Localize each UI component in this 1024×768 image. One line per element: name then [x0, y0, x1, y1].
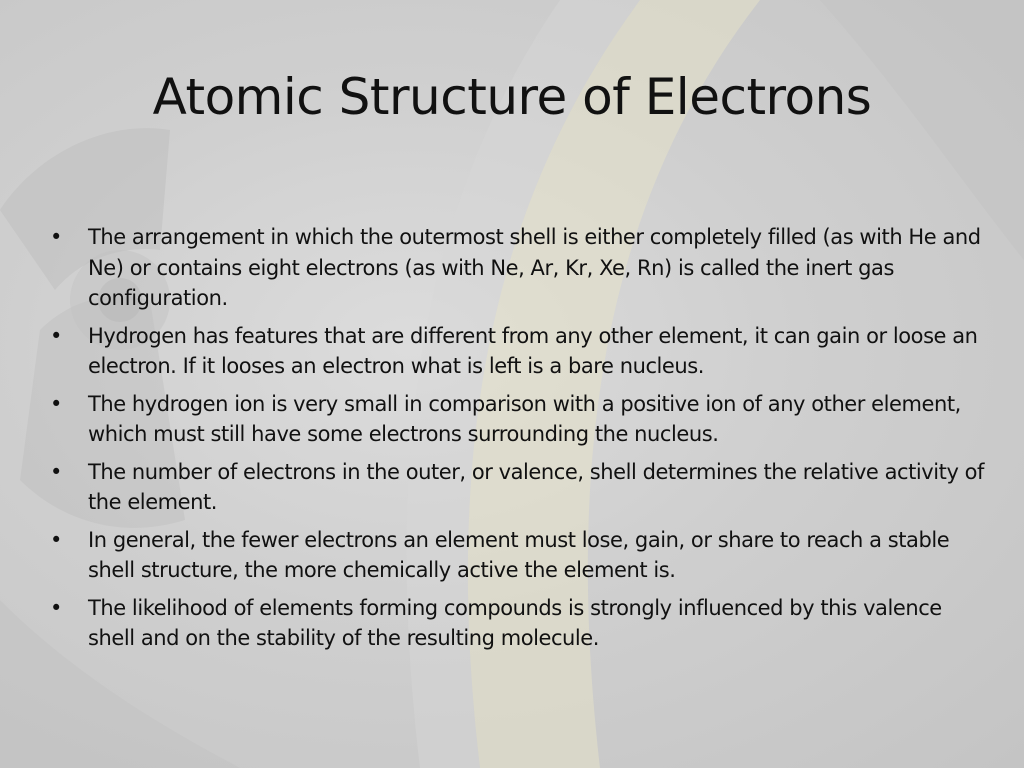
bullet-text: The arrangement in which the outermost shell is either completely filled (as with He and Ne) or contains eight electrons (as with Ne, Ar, Kr, Xe, Rn) is called the inert gas configuration.: [88, 225, 981, 310]
list-item: [40, 457, 990, 518]
bullet-icon: •: [50, 595, 62, 620]
bullet-icon: •: [50, 225, 62, 249]
bullet-text: In general, the fewer electrons an element must lose, gain, or share to reach a stable shell structure, the more chemically active the element is.: [88, 527, 950, 582]
bullet-text: The likelihood of elements forming compounds is strongly influenced by this valence shell and on the stability of the resulting molecule.: [88, 595, 942, 650]
bullet-icon: •: [50, 527, 62, 552]
bullet-text: The hydrogen ion is very small in comparison with a positive ion of any other element, which must still have some electrons surrounding the nucleus.: [88, 391, 961, 446]
bullet-icon: •: [50, 459, 62, 484]
bullet-icon: •: [50, 323, 62, 348]
list-item: [40, 321, 990, 382]
list-item: [40, 222, 990, 314]
bullet-text: The number of electrons in the outer, or valence, shell determines the relative activity of the element.: [88, 459, 984, 514]
bullet-list: [40, 222, 990, 661]
bullet-text: Hydrogen has features that are different from any other element, it can gain or loose an electron. If it looses an electron what is left is a bare nucleus.: [88, 323, 978, 378]
list-item: [40, 389, 990, 450]
list-item: [40, 525, 990, 586]
slide-title: Atomic Structure of Electrons: [152, 68, 872, 126]
list-item: [40, 593, 990, 654]
bullet-icon: •: [50, 391, 62, 416]
